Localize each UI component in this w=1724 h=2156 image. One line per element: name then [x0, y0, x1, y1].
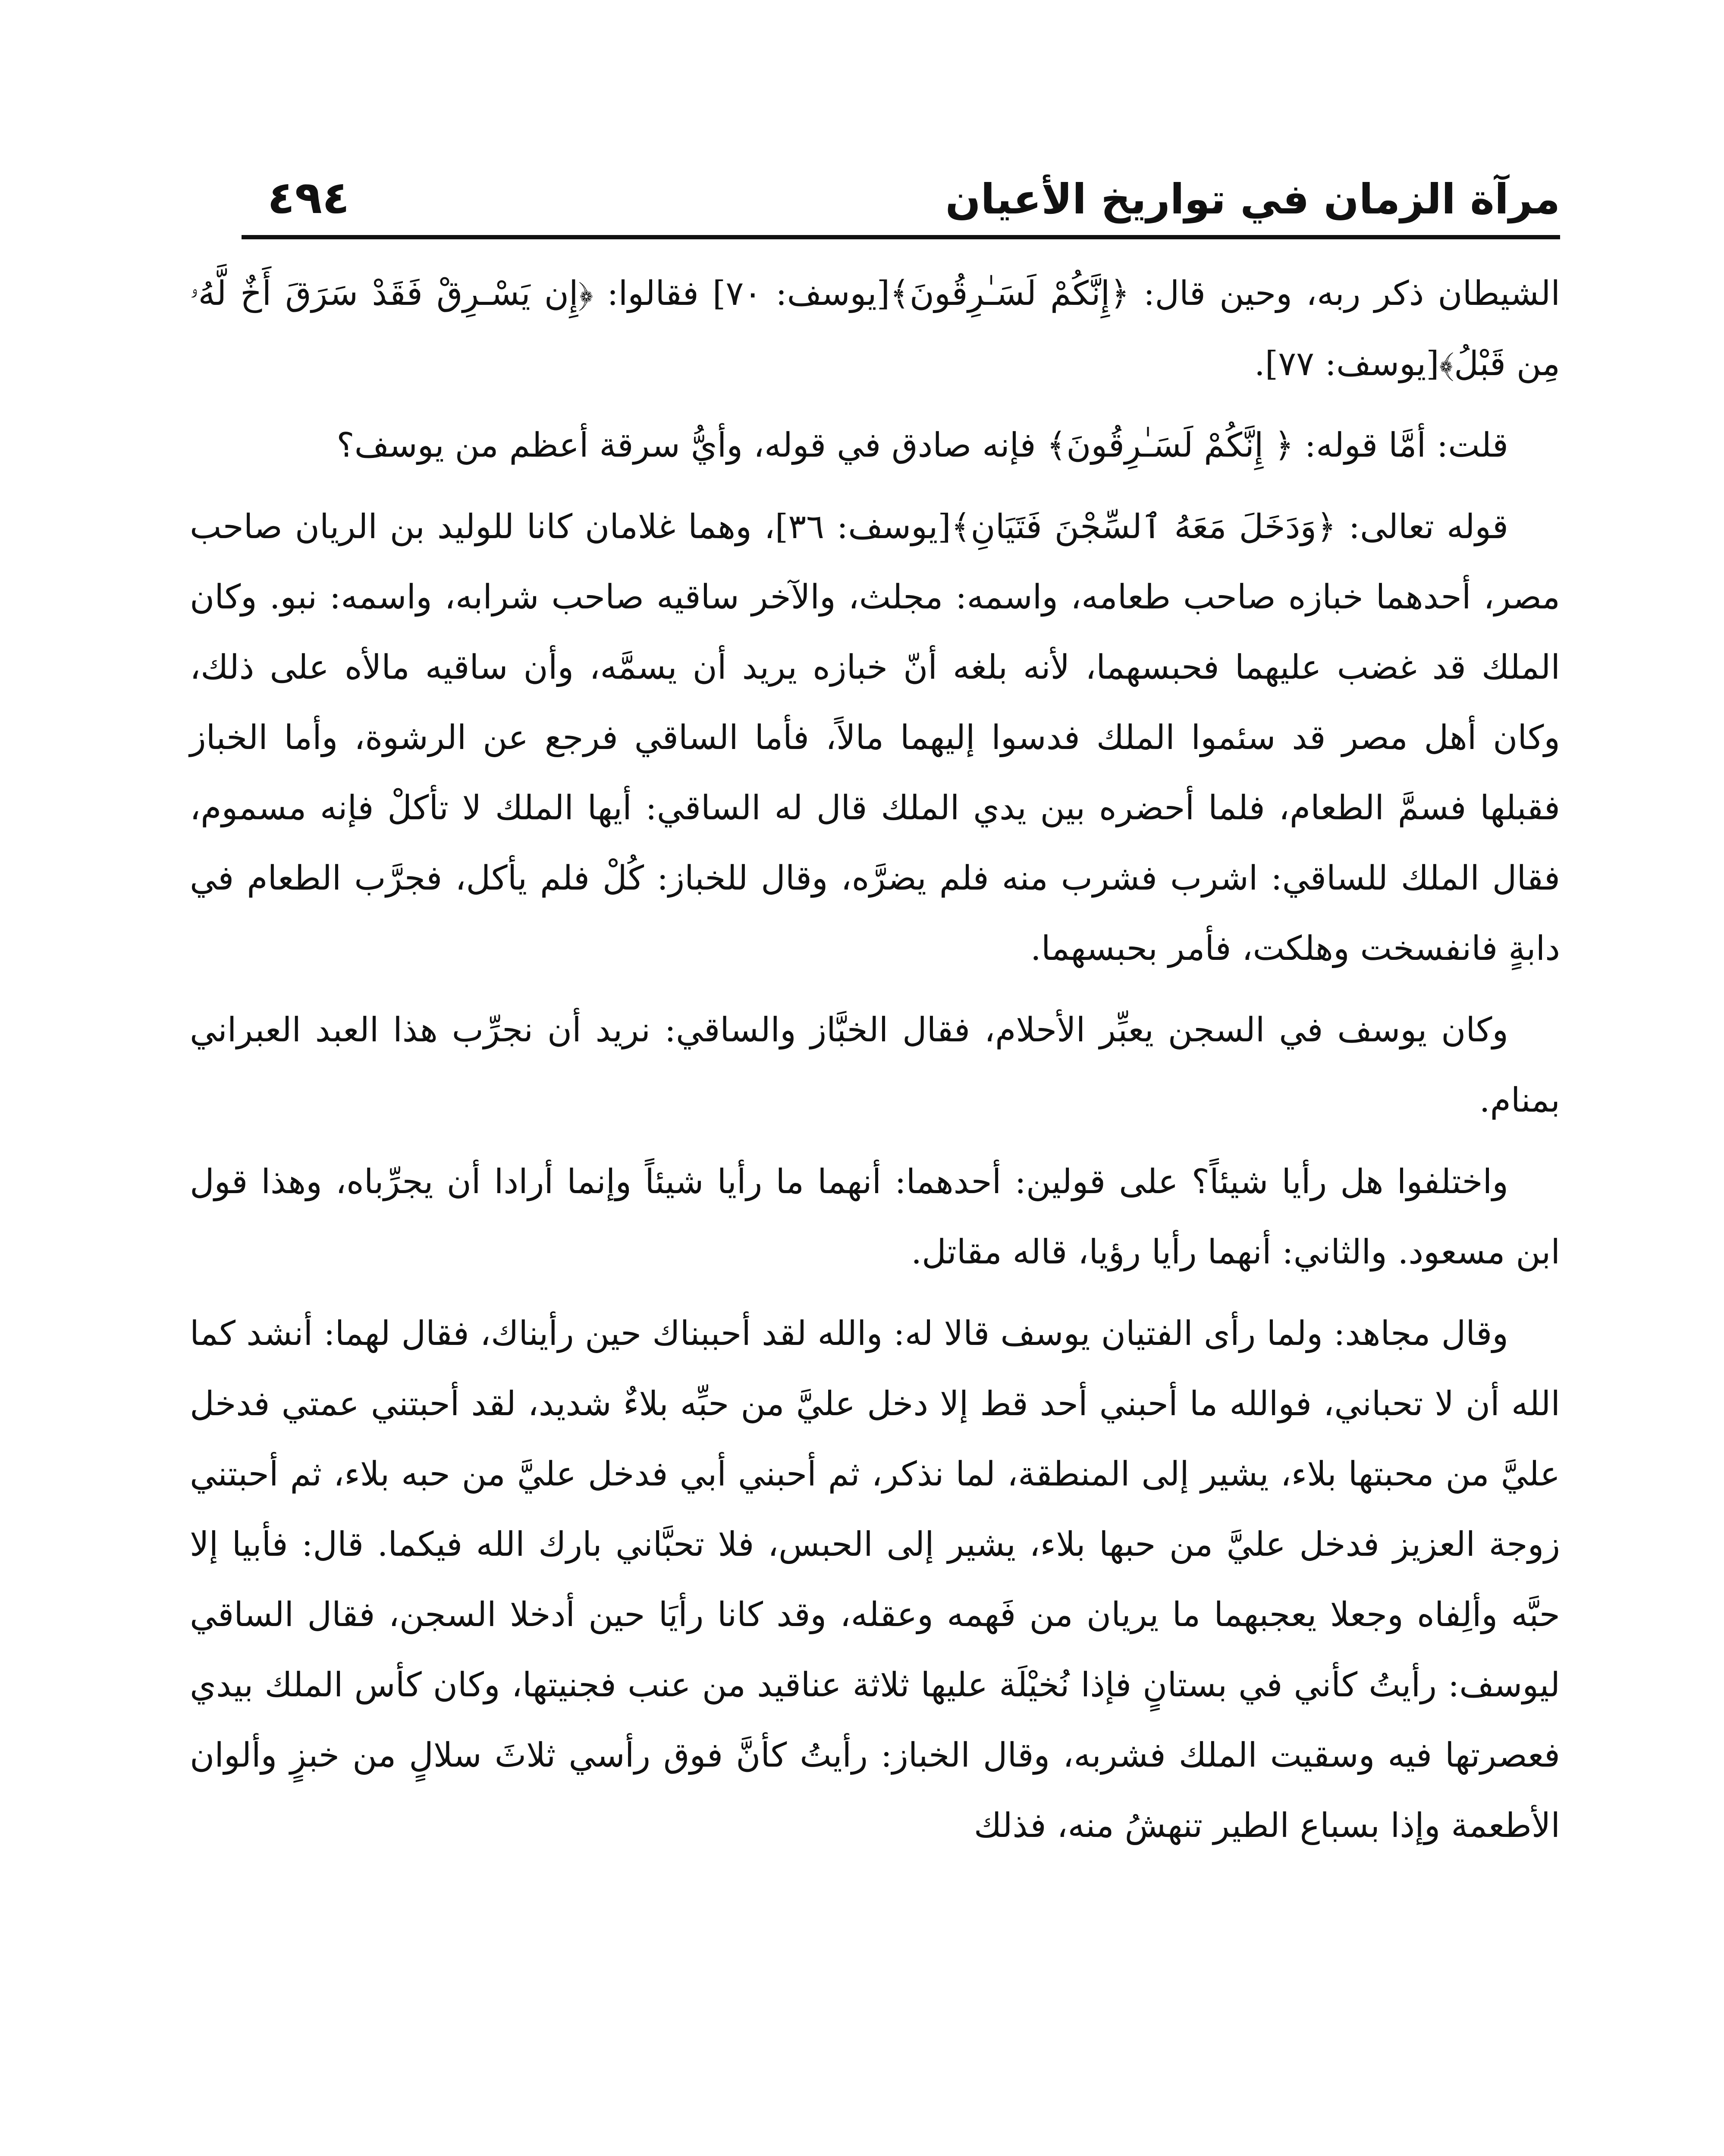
paragraph-1: الشيطان ذكر ربه، وحين قال: ﴿إِنَّكُمْ لَسَـٰرِقُونَ﴾[يوسف: ٧٠] فقالوا: ﴿إِن يَسْـرِقْ فَقَدْ سَرَقَ أَخٌ لَّهُۥ مِن قَبْلُ﴾[يوسف: ٧٧].: [190, 274, 1560, 383]
header-rule: [242, 235, 1560, 239]
running-title: مرآة الزمان في تواريخ الأعيان: [945, 175, 1560, 223]
paragraph-5: واختلفوا هل رأيا شيئاً؟ على قولين: أحدهما: أنهما ما رأيا شيئاً وإنما أرادا أن يجرِّباه، وهذا قول ابن مسعود. والثاني: أنهما رأيا رؤيا، قاله مقاتل.: [190, 1163, 1560, 1272]
body-text: [190, 259, 1560, 1872]
page-header: [267, 155, 1560, 224]
paragraph-2: قلت: أمَّا قوله: ﴿ إِنَّكُمْ لَسَـٰرِقُونَ﴾ فإنه صادق في قوله، وأيُّ سرقة أعظم من يوسف؟: [336, 426, 1508, 465]
page-number: ٤٩٤: [267, 171, 350, 224]
paragraph-6: وقال مجاهد: ولما رأى الفتيان يوسف قالا له: والله لقد أحببناك حين رأيناك، فقال لهما: أنشد كما الله أن لا تحباني، فوالله ما أحبني أحد قط إلا دخل عليَّ من حبِّه بلاءٌ شديد، لقد أحبتني عمتي فدخل عليَّ من محبتها بلاء، يشير إلى المنطقة، لما نذكر، ثم أحبني أبي فدخل عليَّ من حبه بلاء، ثم أحبتني زوجة العزيز فدخل عليَّ من حبها بلاء، يشير إلى الحبس، فلا تحبَّاني بارك الله فيكما. قال: فأبيا إلا حبَّه وألِفاه وجعلا يعجبهما ما يريان من فَهمه وعقله، وقد كانا رأيَا حين أدخلا السجن، فقال الساقي ليوسف: رأيتُ كأني في بستانٍ فإذا نُخيْلَة عليها ثلاثة عناقيد من عنب فجنيتها، وكان كأس الملك بيدي فعصرتها فيه وسقيت الملك فشربه، وقال الخباز: رأيتُ كأنَّ فوق رأسي ثلاثَ سلالٍ من خبزٍ وألوان الأطعمة وإذا بسباع الطير تنهشُ منه، فذلك: [190, 1314, 1560, 1845]
paragraph-4: وكان يوسف في السجن يعبِّر الأحلام، فقال الخبَّاز والساقي: نريد أن نجرِّب هذا العبد العبراني بمنام.: [190, 1011, 1560, 1120]
paragraph-3: قوله تعالى: ﴿وَدَخَلَ مَعَهُ ٱلسِّجْنَ فَتَيَانِ﴾[يوسف: ٣٦]، وهما غلامان كانا للوليد بن الريان صاحب مصر، أحدهما خبازه صاحب طعامه، واسمه: مجلث، والآخر ساقيه صاحب شرابه، واسمه: نبو. وكان الملك قد غضب عليهما فحبسهما، لأنه بلغه أنّ خبازه يريد أن يسمَّه، وأن ساقيه مالأه على ذلك، وكان أهل مصر قد سئموا الملك فدسوا إليهما مالاً، فأما الساقي فرجع عن الرشوة، وأما الخباز فقبلها فسمَّ الطعام، فلما أحضره بين يدي الملك قال له الساقي: أيها الملك لا تأكلْ فإنه مسموم، فقال الملك للساقي: اشرب فشرب منه فلم يضرَّه، وقال للخباز: كُلْ فلم يأكل، فجرَّب الطعام في دابةٍ فانفسخت وهلكت، فأمر بحبسهما.: [190, 508, 1560, 968]
